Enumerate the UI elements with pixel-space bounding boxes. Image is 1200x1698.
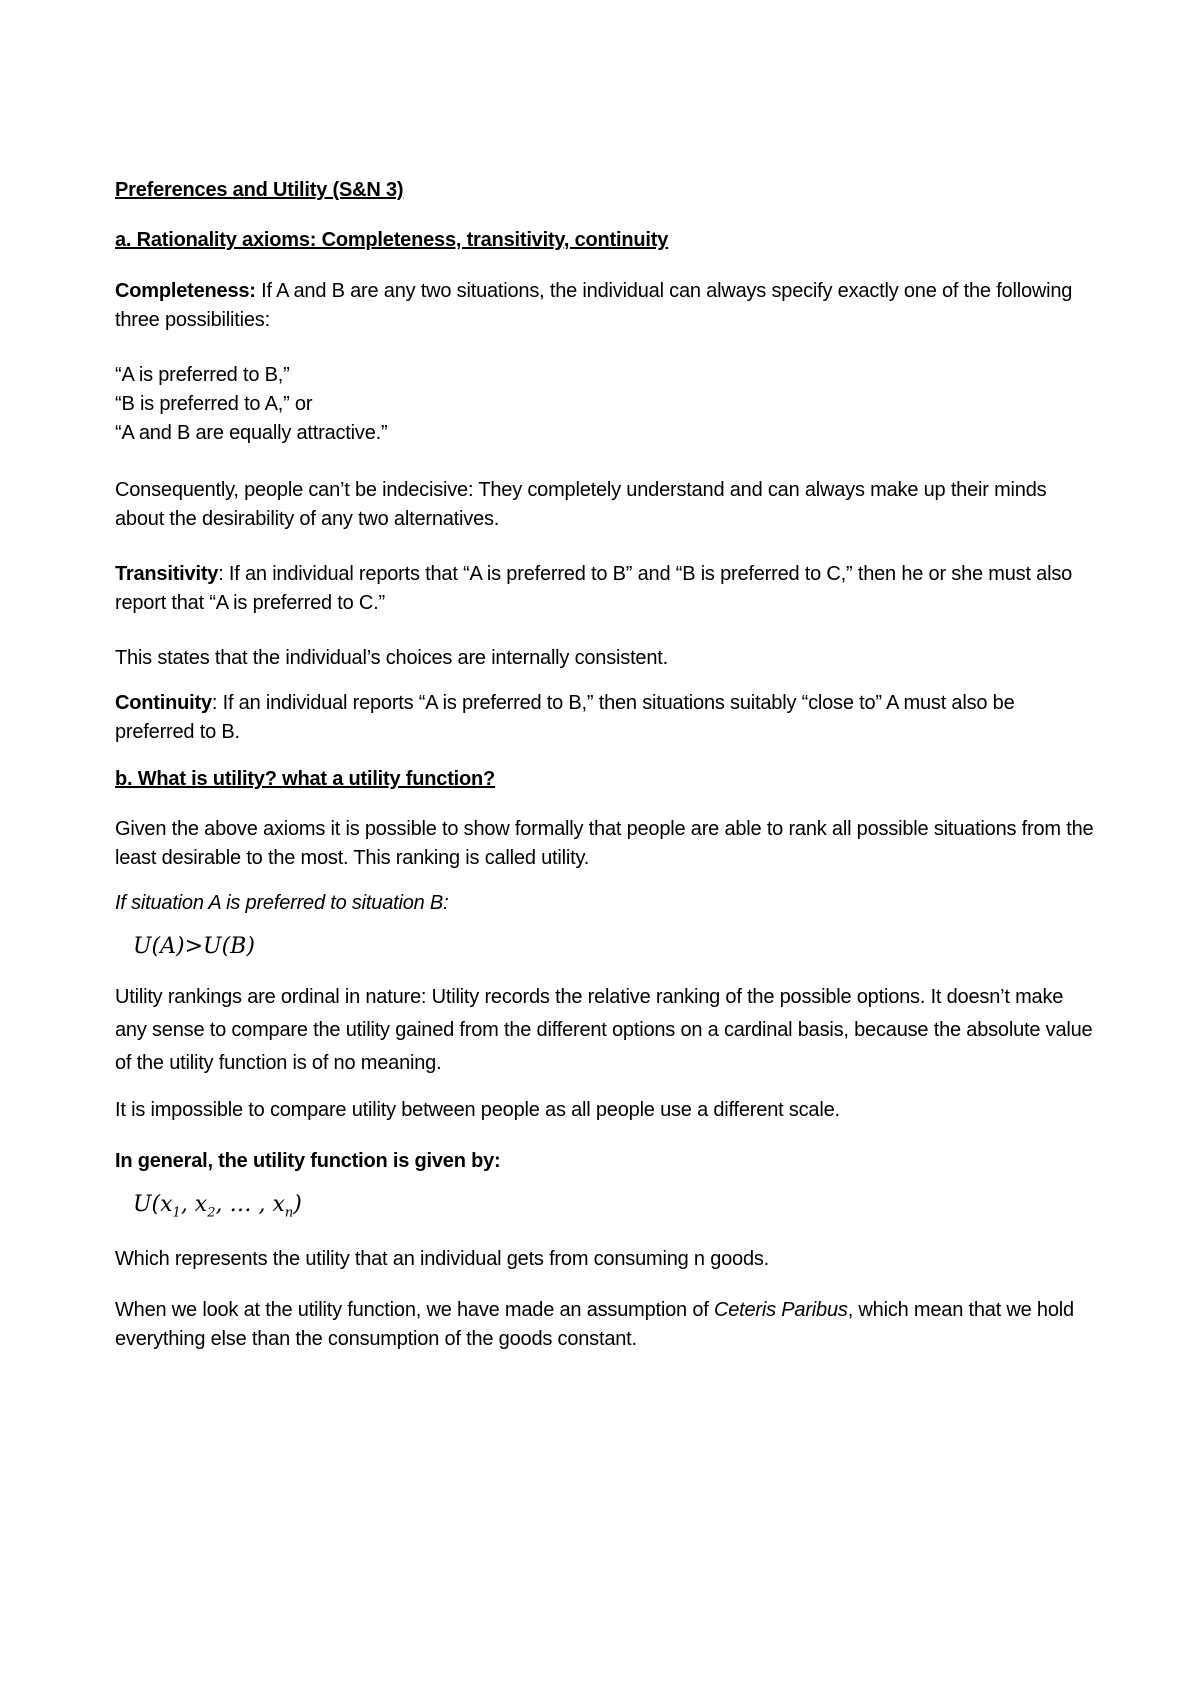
formula-subscript: 2 — [207, 1205, 216, 1221]
possibility-item: “B is preferred to A,” or — [115, 393, 313, 415]
ceteris-after: , which mean that we hold everything else than the consumption of the goods constant. — [115, 1299, 1074, 1351]
section-a-heading: a. Rationality axioms: Completeness, transitivity, continuity — [115, 229, 669, 251]
in-general-line: In general, the utility function is given by: — [115, 1150, 501, 1172]
completeness-term: Completeness: — [115, 280, 256, 302]
formula-utility-function — [115, 1190, 1095, 1227]
continuity-term: Continuity — [115, 692, 212, 714]
formula-subscript: n — [284, 1205, 294, 1221]
impossible-paragraph: It is impossible to compare utility between people as all people use a different scale. — [115, 1099, 840, 1121]
completeness-text: If A and B are any two situations, the individual can always specify exactly one of the following three possibilities: — [115, 280, 1073, 331]
possibilities-list — [115, 361, 1095, 448]
formula-part: U(x — [133, 1192, 173, 1217]
ordinal-paragraph: Utility rankings are ordinal in nature: Utility records the relative ranking of the possible options. It doesn’t make any sense to compare the utility gained from the different options on a cardinal basis, because the absolute value of the utility function is of no meaning. — [115, 986, 1093, 1074]
formula-part: , x — [180, 1192, 208, 1217]
which-represents-paragraph: Which represents the utility that an individual gets from consuming n goods. — [115, 1248, 770, 1271]
possibility-item: “A and B are equally attractive.” — [115, 422, 388, 444]
if-situation-line: If situation A is preferred to situation B: — [115, 892, 449, 914]
document-body — [115, 176, 1095, 1354]
transitivity-term: Transitivity — [115, 563, 219, 585]
continuity-text: : If an individual reports “A is preferred to B,” then situations suitably “close to” A must also be preferred to B. — [115, 692, 1015, 743]
ceteris-term: Ceteris Paribus — [713, 1299, 848, 1322]
ceteris-paribus-paragraph — [115, 1296, 1095, 1354]
ceteris-before: When we look at the utility function, we have made an assumption of — [115, 1299, 714, 1322]
section-b-heading: b. What is utility? what a utility function? — [115, 768, 496, 790]
document-title: Preferences and Utility (S&N 3) — [115, 179, 404, 201]
transitivity-text: : If an individual reports that “A is preferred to B” and “B is preferred to C,” then he or she must also report that “A is preferred to C.” — [115, 563, 1073, 614]
given-axioms-paragraph: Given the above axioms it is possible to show formally that people are able to rank all possible situations from the least desirable to the most. This ranking is called utility. — [115, 818, 1094, 869]
formula-utility-comparison: U(A)>U(B) — [133, 934, 255, 959]
formula-part: , … , x — [215, 1192, 285, 1217]
formula-subscript: 1 — [172, 1205, 181, 1221]
continuity-paragraph — [115, 689, 1095, 747]
transitivity-paragraph — [115, 560, 1095, 618]
completeness-paragraph — [115, 277, 1095, 335]
consistent-paragraph: This states that the individual’s choices are internally consistent. — [115, 647, 668, 669]
possibility-item: “A is preferred to B,” — [115, 364, 290, 386]
consequently-paragraph: Consequently, people can’t be indecisive: They completely understand and can always make up their minds about the desirability of any two alternatives. — [115, 479, 1047, 530]
formula-part: ) — [293, 1192, 302, 1217]
